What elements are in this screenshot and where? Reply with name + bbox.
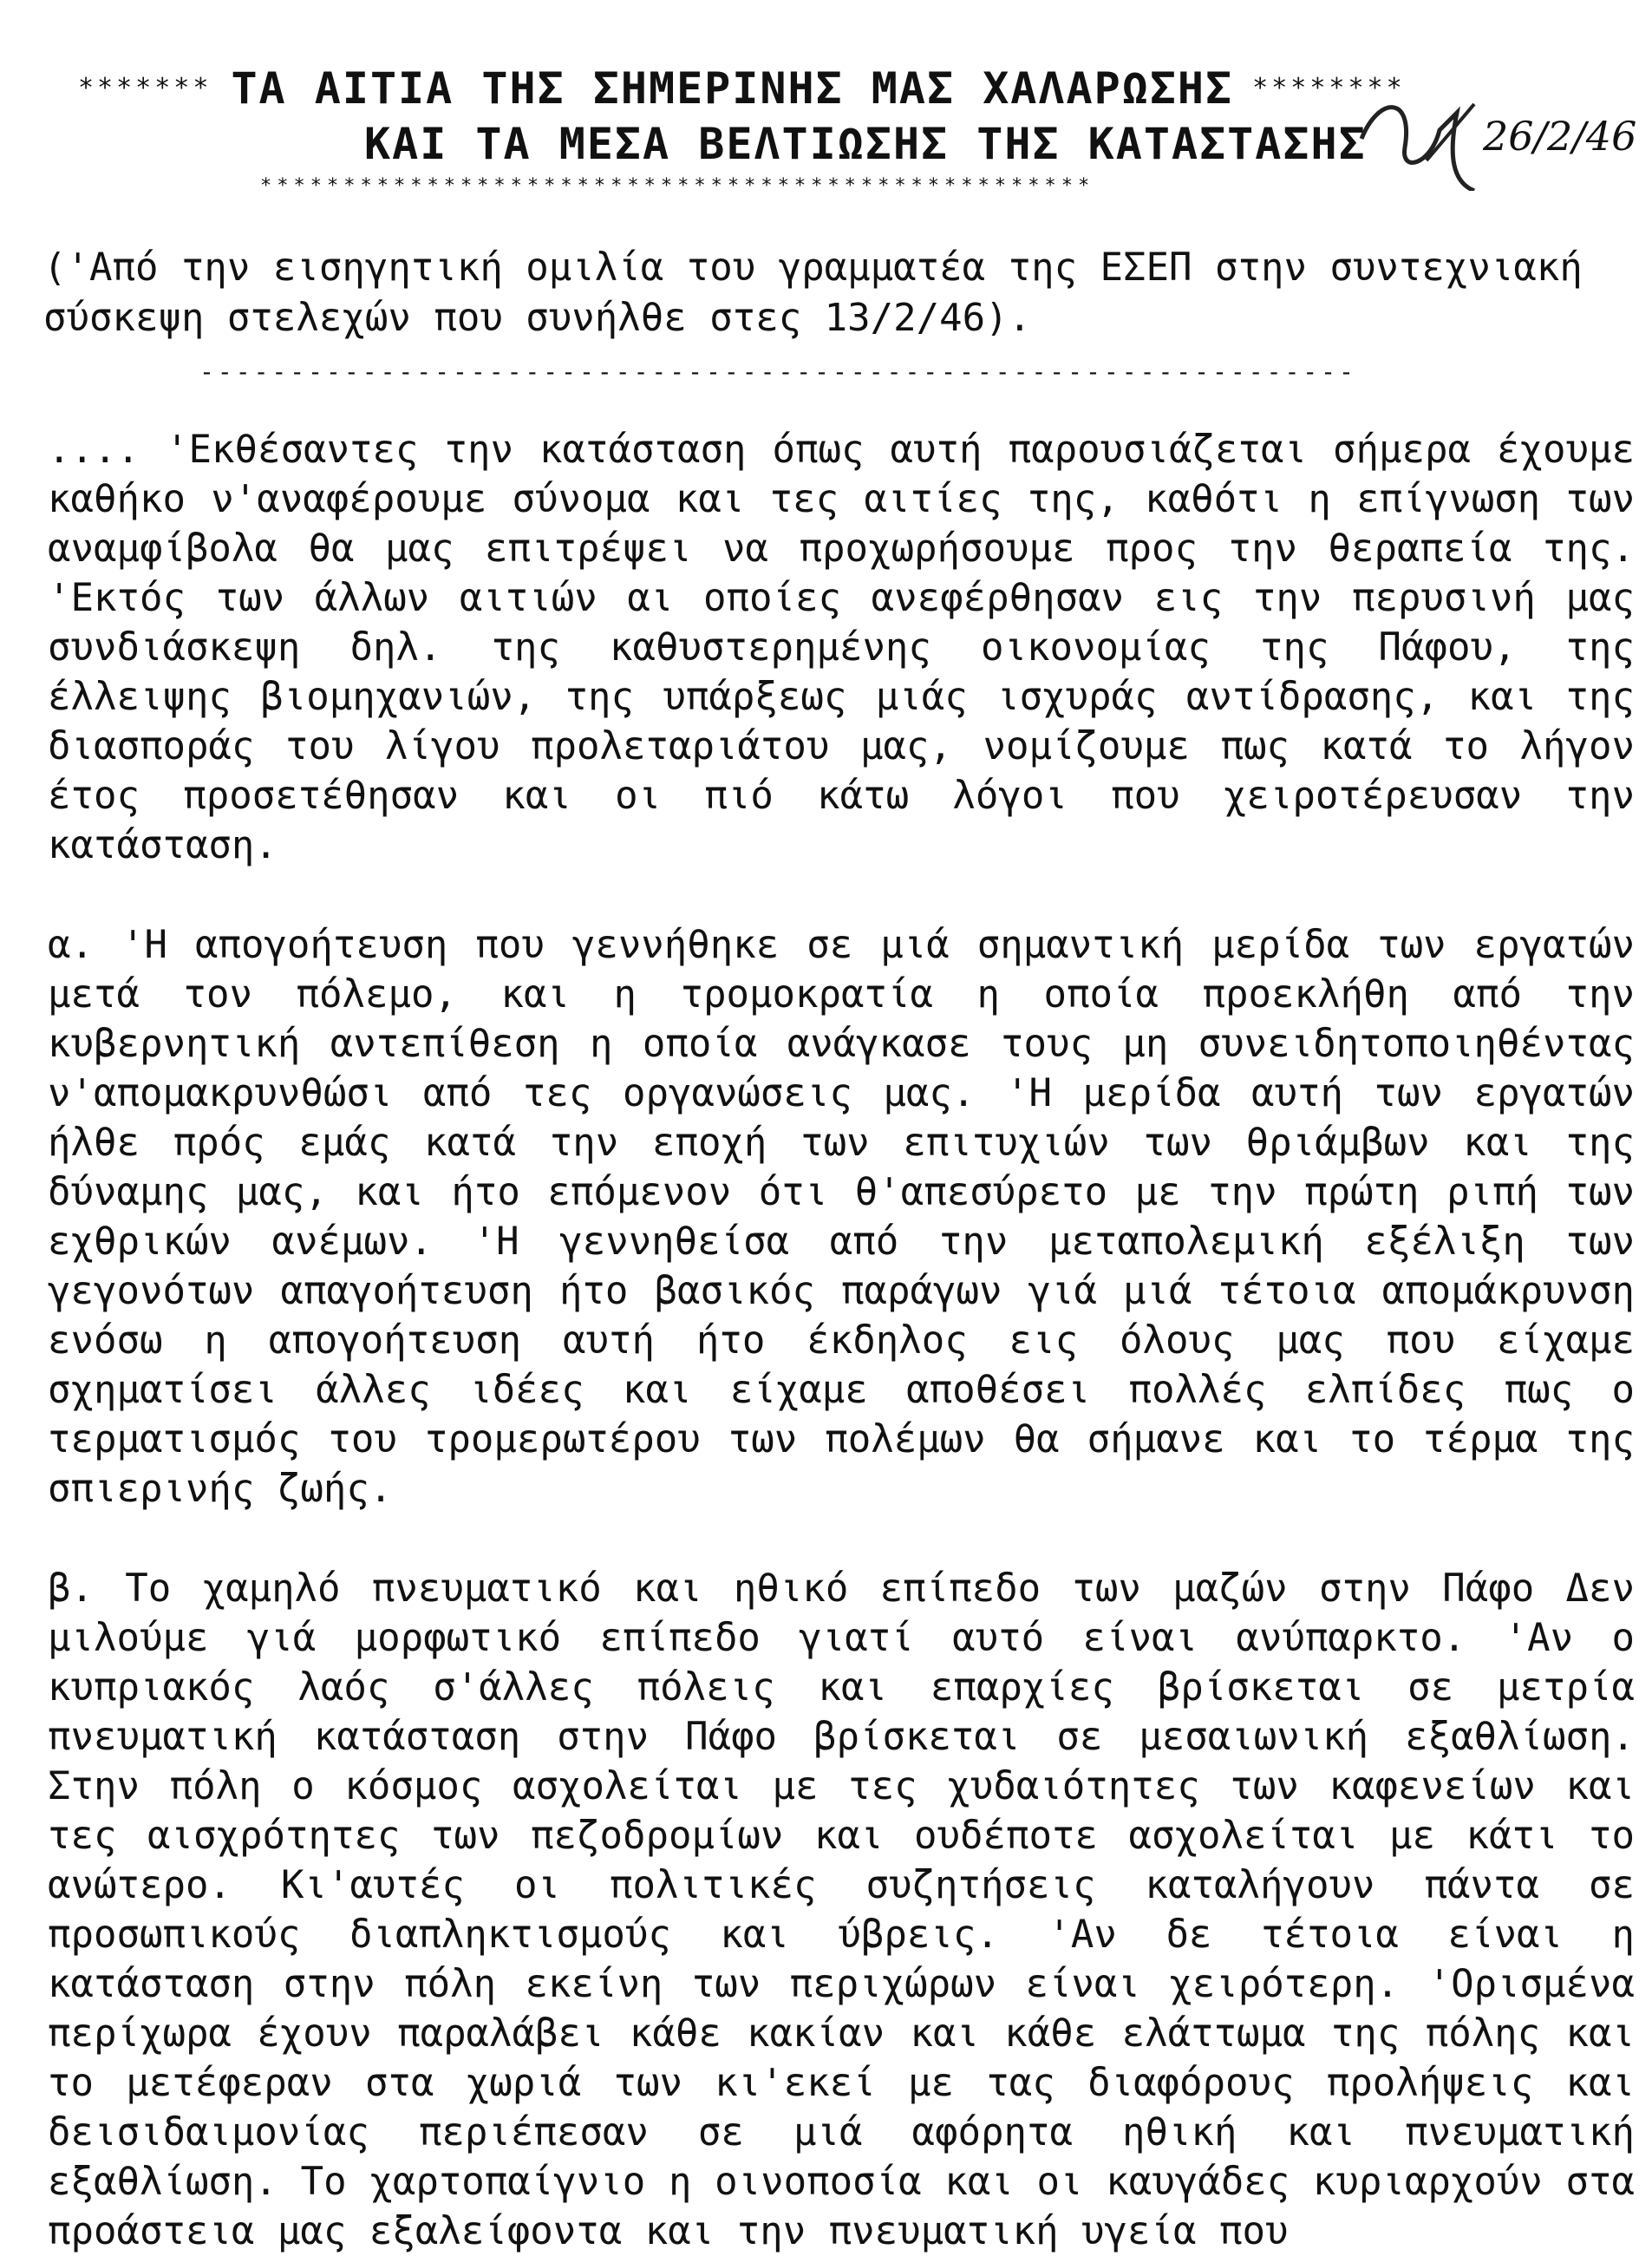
intro-text: ('Από την εισηγητική ομιλία του γραμματέα της ΕΣΕΠ στην συντεχνιακή σύσκεψη στελεχών που συνήλθε στες 13/2/46). [43, 245, 1583, 340]
handwritten-date: 26/2/46 [1483, 113, 1637, 160]
asterisk-rule-left: ******* [78, 73, 212, 103]
title-line-1 [78, 61, 1552, 116]
title-text-2: ΚΑΙ ΤΑ ΜΕΣΑ ΒΕΛΤΙΩΣΗΣ ΤΗΣ ΚΑΤΑΣΤΑΣΗΣ [364, 119, 1367, 169]
paragraph-beta: β. Το χαμηλό πνευματικό και ηθικό επίπεδο των μαζών στην Πάφο Δεν μιλούμε γιά μορφωτικό επίπεδο γιατί αυτό είναι ανύπαρκτο. 'Αν ο κυπριακός λαός σ'άλλες πόλεις και επαρχίες βρίσκεται σε μετρία πνευματική κατάσταση στην Πάφο βρίσκεται σε μεσαιωνική εξαθλίωση. Στην πόλη ο κόσμος ασχολείται με τες χυδαιότητες των καφενείων και τες αισχρότητες των πεζοδρομίων και ουδέποτε ασχολείται με κάτι το ανώτερο. Κι'αυτές οι πολιτικές συζητήσεις καταλήγουν πάντα σε προσωπικούς διαπληκτισμούς και ύβρεις. 'Αν δε τέτοια είναι η κατάσταση στην πόλη εκείνη των περιχώρων είναι χειρότερη. 'Ορισμένα περίχωρα έχουν παραλάβει κάθε κακίαν και κάθε ελάττωμα της πόλης και το μετέφεραν στα χωριά των κι'εκεί με τας διαφόρους προλήψεις και δεισιδαιμονίας περιέπεσαν σε μιά αφόρητα ηθική και πνευματική εξαθλίωση. Το χαρτοπαίγνιο η οινοποσία και οι καυγάδες κυριαρχούν στα προάστεια μας εξαλείφοντα και την πνευματική υγεία που [48, 1566, 1635, 2253]
handwritten-note [1353, 78, 1639, 191]
title-line-2 [78, 116, 1552, 172]
asterisk-rule-bottom: ************************************************** [260, 175, 1095, 197]
title-text-1: ΤΑ ΑΙΤΙΑ ΤΗΣ ΣΗΜΕΡΙΝΗΣ ΜΑΣ ΧΑΛΑΡΩΣΗΣ [231, 63, 1234, 114]
asterisk-rule-right: ******** [1252, 73, 1406, 103]
intro-dash-rule: ---------------------------------------------------------------- [199, 357, 1357, 386]
document-header [78, 61, 1552, 201]
document-body [48, 425, 1635, 2256]
intro-block [43, 243, 1604, 397]
paragraph-intro: .... 'Εκθέσαντες την κατάσταση όπως αυτή παρουσιάζεται σήμερα έχουμε καθήκο ν'αναφέρουμε σύνομα και τες αιτίες της, καθότι η επίγνωση των αναμφίβολα θα μας επιτρέψει να προχωρήσουμε προς την θεραπεία της. 'Εκτός των άλλων αιτιών αι οποίες ανεφέρθησαν εις την περυσινή μας συνδιάσκεψη δηλ. της καθυστερημένης οικονομίας της Πάφου, της έλλειψης βιομηχανιών, της υπάρξεως μιάς ισχυράς αντίδρασης, και της διασποράς του λίγου προλεταριάτου μας, νομίζουμε πως κατά το λήγον έτος προσετέθησαν και οι πιό κάτω λόγοι που χειροτέρευσαν την κατάσταση. [48, 428, 1635, 867]
paragraph-alpha: α. 'Η απογοήτευση που γεννήθηκε σε μιά σημαντική μερίδα των εργατών μετά τον πόλεμο, και η τρομοκρατία η οποία προεκλήθη από την κυβερνητική αντεπίθεση η οποία ανάγκασε τους μη συνειδητοποιηθέντας ν'απομακρυνθώσι από τες οργανώσεις μας. 'Η μερίδα αυτή των εργατών ήλθε πρός εμάς κατά την εποχή των επιτυχιών των θριάμβων και της δύναμης μας, και ήτο επόμενον ότι θ'απεσύρετο με την πρώτη ριπή των εχθρικών ανέμων. 'Η γεννηθείσα από την μεταπολεμική εξέλιξη των γεγονότων απαγοήτευση ήτο βασικός παράγων γιά μιά τέτοια απομάκρυνση ενόσω η απογοήτευση αυτή ήτο έκδηλος εις όλους μας που είχαμε σχηματίσει άλλες ιδέες και είχαμε αποθέσει πολλές ελπίδες πως ο τερματισμός του τρομερωτέρου των πολέμων θα σήμανε και το τέρμα της σπιερινής ζωής. [48, 923, 1635, 1511]
